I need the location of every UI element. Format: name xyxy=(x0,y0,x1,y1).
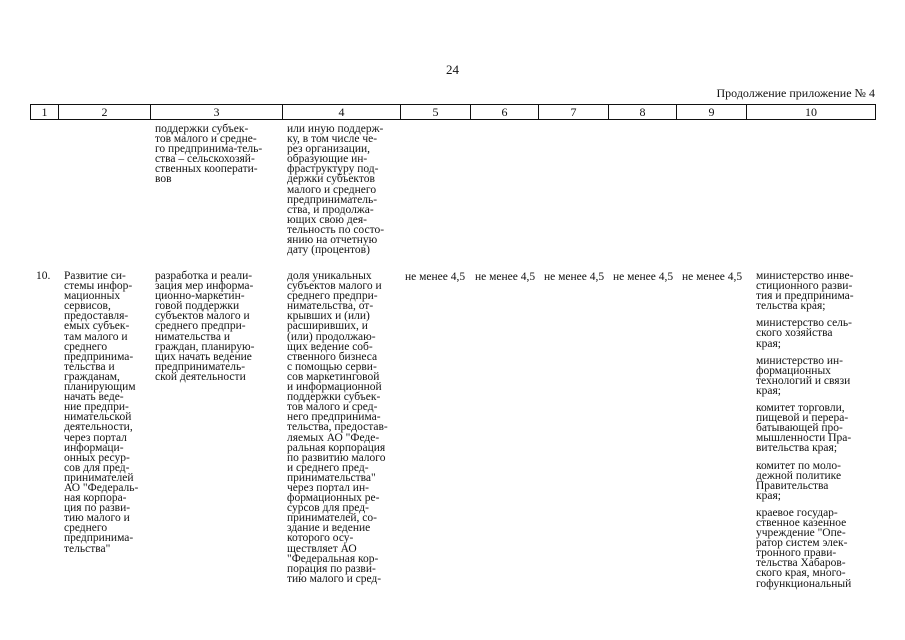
text-line: щих начать ведение xyxy=(155,350,252,363)
header-cell: 9 xyxy=(677,105,747,120)
text-line: ственных кооперати- xyxy=(155,163,258,176)
responsible-body xyxy=(756,508,854,589)
text-line: деятельности, xyxy=(64,421,133,434)
text-line: ратор систем элек- xyxy=(756,537,848,550)
text-line: батывающей про- xyxy=(756,422,843,435)
text-line: ку, в том числе че- xyxy=(287,133,378,146)
text-line: нимательской xyxy=(64,411,132,424)
text-line: ского хозяйства xyxy=(756,327,833,340)
text-line: Правительства xyxy=(756,479,829,492)
text-line: го предпринима-тель- xyxy=(155,143,263,156)
text-line: принимательства" xyxy=(287,471,376,484)
continuation-label: Продолжение приложение № 4 xyxy=(716,86,875,100)
text-line: предпринима- xyxy=(64,532,134,545)
text-line: гражданам, xyxy=(64,370,120,383)
text-line: комитет по моло- xyxy=(756,459,841,472)
text-line: сервисов, xyxy=(64,300,111,313)
value-col7: не менее 4,5 xyxy=(544,271,605,283)
text-line: субъектов малого и xyxy=(287,280,382,293)
text-line: Развитие си- xyxy=(64,270,126,282)
text-line: ства – сельскохозяй- xyxy=(155,153,255,166)
header-table xyxy=(30,104,876,120)
text-line: фраструктуру под- xyxy=(287,163,379,176)
text-line: ная корпора- xyxy=(64,492,127,505)
responsible-body xyxy=(756,318,854,348)
text-line: ющих свою дея- xyxy=(287,213,367,226)
text-line: доля уникальных xyxy=(287,270,372,282)
text-line: среднего предпри- xyxy=(287,290,378,303)
text-line: тельства и xyxy=(64,360,115,373)
text-line: краевое государ- xyxy=(756,506,838,519)
text-line: тия и предпринима- xyxy=(756,290,854,303)
text-line: ственное казенное xyxy=(756,516,847,529)
responsible-body xyxy=(756,271,854,311)
text-line: стиционного разви- xyxy=(756,280,853,293)
text-line: мышленности Пра- xyxy=(756,432,852,445)
text-line: "Федеральная кор- xyxy=(287,552,379,565)
value-col8: не менее 4,5 xyxy=(613,271,674,283)
text-line: тельства Хабаров- xyxy=(756,557,846,570)
text-line: среднего предпри- xyxy=(155,320,246,333)
text-line: ской деятельности xyxy=(155,370,246,383)
text-line: учреждение "Опе- xyxy=(756,527,846,540)
text-line: тронного прави- xyxy=(756,547,837,560)
text-line: образующие ин- xyxy=(287,153,368,166)
text-line: расширивших, и xyxy=(287,320,368,333)
text-line: нимательства, от- xyxy=(287,300,374,313)
text-line: разработка и реали- xyxy=(155,270,253,282)
text-line: края; xyxy=(756,384,781,397)
header-cell: 6 xyxy=(471,105,539,120)
header-cell: 3 xyxy=(151,105,283,120)
text-line: там малого и xyxy=(64,330,128,343)
text-line: рез организации, xyxy=(287,143,371,156)
text-line: министерство ин- xyxy=(756,354,843,367)
text-line: АО "Федераль- xyxy=(64,481,139,494)
text-line: формационных ре- xyxy=(287,492,380,505)
text-line: нимательства и xyxy=(155,330,230,343)
text-line: края; xyxy=(756,489,781,502)
text-line: тельства" xyxy=(64,542,111,555)
text-line: ществляет АО xyxy=(287,542,357,555)
responsible-body xyxy=(756,461,854,501)
text-line: порация по разви- xyxy=(287,562,376,575)
text-line: предпринима- xyxy=(64,350,134,363)
text-line: и информационной xyxy=(287,381,382,394)
value-col9: не менее 4,5 xyxy=(682,271,743,283)
text-line: ственного бизнеса xyxy=(287,350,378,363)
text-line: дату (процентов) xyxy=(287,244,370,257)
header-row xyxy=(31,105,876,120)
text-line: ляемых АО "Феде- xyxy=(287,431,380,444)
text-line: предприниматель- xyxy=(155,360,246,373)
page-number: 24 xyxy=(446,62,459,77)
text-line: ральная корпорация xyxy=(287,441,386,454)
text-line: вительства края; xyxy=(756,442,838,455)
responsible-body xyxy=(756,356,854,396)
text-line: тию малого и xyxy=(64,512,130,525)
top-col4-text xyxy=(287,124,384,255)
responsible-body xyxy=(756,403,854,453)
header-cell: 1 xyxy=(31,105,59,120)
header-cell: 2 xyxy=(59,105,151,120)
text-line: края; xyxy=(756,337,781,350)
text-line: предоставля- xyxy=(64,310,129,323)
text-line: среднего xyxy=(64,522,108,535)
text-line: информаци- xyxy=(64,441,124,454)
text-line: или иную поддерж- xyxy=(287,123,384,135)
text-line: крывших и (или) xyxy=(287,310,370,323)
row10-col2-text xyxy=(64,271,138,554)
text-line: тельства, предостав- xyxy=(287,421,388,434)
text-line: ства, и продолжа- xyxy=(287,203,374,216)
text-line: ского края, много- xyxy=(756,567,846,580)
text-line: тов малого и средне- xyxy=(155,133,257,146)
text-line: сов для пред- xyxy=(64,461,130,474)
text-line: тию малого и сред- xyxy=(287,572,382,585)
header-cell: 8 xyxy=(609,105,677,120)
header-cell: 7 xyxy=(539,105,609,120)
text-line: комитет торговли, xyxy=(756,402,845,415)
text-line: него предпринима- xyxy=(287,411,381,424)
text-line: через портал xyxy=(64,431,127,444)
text-line: говой поддержки xyxy=(155,300,240,313)
row10-col3-text xyxy=(155,271,254,382)
text-line: мационных xyxy=(64,290,121,303)
text-line: вов xyxy=(155,173,172,186)
text-line: принимателей xyxy=(64,471,134,484)
text-line: онных ресур- xyxy=(64,451,130,464)
text-line: сов маркетинговой xyxy=(287,370,380,383)
row10-col4-text xyxy=(287,271,388,584)
text-line: ция по разви- xyxy=(64,502,131,515)
row10-col10-text xyxy=(756,271,854,596)
text-line: через портал ин- xyxy=(287,481,369,494)
text-line: тов малого и сред- xyxy=(287,401,378,414)
text-line: министерство сель- xyxy=(756,317,852,330)
text-line: среднего xyxy=(64,340,108,353)
text-line: тельства края; xyxy=(756,300,826,313)
text-line: граждан, планирую- xyxy=(155,340,255,353)
value-col5: не менее 4,5 xyxy=(405,271,466,283)
text-line: зация мер информа- xyxy=(155,280,254,293)
value-col6: не менее 4,5 xyxy=(475,271,536,283)
text-line: щих ведение соб- xyxy=(287,340,373,353)
text-line: стемы инфор- xyxy=(64,280,133,293)
row-number: 10. xyxy=(36,270,51,282)
header-cell: 4 xyxy=(283,105,401,120)
text-line: по развитию малого xyxy=(287,451,386,464)
text-line: сурсов для пред- xyxy=(287,502,369,515)
text-line: янию на отчетную xyxy=(287,234,378,247)
text-line: тельность по состо- xyxy=(287,223,385,236)
top-col3-text xyxy=(155,124,262,185)
header-cell: 10 xyxy=(747,105,876,120)
text-line: держки субъектов xyxy=(287,173,375,186)
text-line: которого осу- xyxy=(287,532,354,545)
text-line: министерство инве- xyxy=(756,270,854,282)
text-line: планирующим xyxy=(64,381,136,394)
text-line: технологий и связи xyxy=(756,374,851,387)
text-line: субъектов малого и xyxy=(155,310,250,323)
text-line: предприниматель- xyxy=(287,193,378,206)
text-line: и среднего пред- xyxy=(287,461,369,474)
text-line: ционно-маркетин- xyxy=(155,290,245,303)
text-line: поддержки субъек- xyxy=(155,123,249,135)
text-line: с помощью серви- xyxy=(287,360,377,373)
text-line: дежной политике xyxy=(756,469,842,482)
text-line: формационных xyxy=(756,364,831,377)
text-line: (или) продолжаю- xyxy=(287,330,376,343)
text-line: ние предпри- xyxy=(64,401,129,414)
text-line: гофункциональный xyxy=(756,577,852,590)
text-line: малого и среднего xyxy=(287,183,377,196)
text-line: начать веде- xyxy=(64,391,124,404)
text-line: здание и ведение xyxy=(287,522,371,535)
text-line: емых субъек- xyxy=(64,320,130,333)
text-line: поддержки субъек- xyxy=(287,391,381,404)
text-line: принимателей, со- xyxy=(287,512,377,525)
text-line: пищевой и перера- xyxy=(756,412,849,425)
header-cell: 5 xyxy=(401,105,471,120)
